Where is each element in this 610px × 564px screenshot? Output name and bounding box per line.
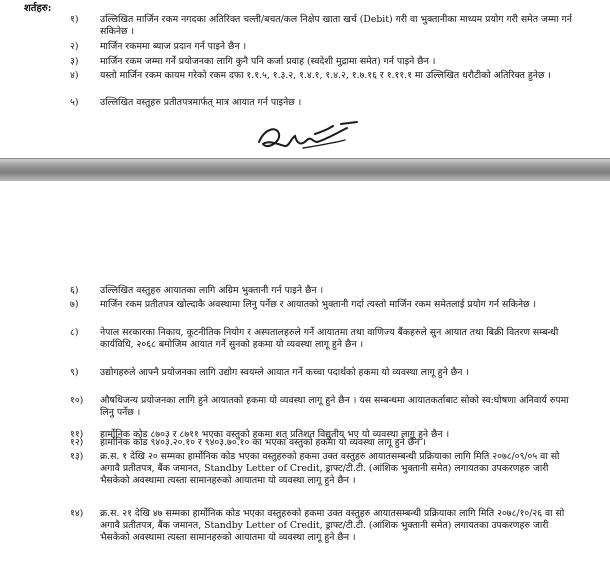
condition-text: उल्लिखित मार्जिन रकम नगदका अतिरिक्त चल्ती/बचत/कल निक्षेप खाता खर्च (Debit) गरी वा भुक्तानीका माध्यम प्रयोग गरी समेत जम्मा गर्न सकिनेछ । xyxy=(100,14,572,37)
condition-number: १) xyxy=(70,14,79,25)
condition-item-12 xyxy=(0,437,610,451)
condition-text: उल्लिखित वस्तुहरु प्रतीतपत्रमार्फत् मात्र आयात गर्न पाइनेछ । xyxy=(100,97,302,108)
condition-text: क्र.स. १ देखि २० सम्मका हार्मोनिक कोड भएका वस्तुहरुको हकमा उक्त वस्तुहरु आयातसम्बन्धी प्रक्रियाका लागि मिति २०७८/०९/०५ वा सो अगावै प्रतीतपत्र, बैंक जमानत, Standby Letter of Credit, ड्राफ्ट/टी.टी. (आंशिक भुक्तानी समेत) लगायतका उपकरणहरु जारी भैसकेको अवस्थामा त्यस्ता सामानहरुको आयातमा यो व्यवस्था लागू हुने छैन । xyxy=(100,451,560,486)
condition-text: उल्लिखित वस्तुहरु आयातका लागि अग्रिम भुक्तानी गर्न पाइने छैन । xyxy=(100,285,324,296)
condition-text: उद्योगहरुले आफ्नै प्रयोजनका लागि उद्योग स्वयम्ले आयात गर्ने कच्चा पदार्थको हकमा यो व्यवस्था लागू हुने छैन । xyxy=(100,367,469,378)
condition-item-9 xyxy=(0,367,610,393)
signature-image xyxy=(255,120,365,156)
condition-number: २) xyxy=(70,41,79,52)
condition-item-1 xyxy=(0,14,610,40)
condition-number: ५) xyxy=(70,97,79,108)
condition-item-4 xyxy=(0,70,610,96)
condition-text: मार्जिन रकम जम्मा गर्ने प्रयोजनका लागि कुनै पनि कर्जा प्रवाह (स्वदेशी मुद्रामा समेत) गर्न पाइने छैन । xyxy=(100,56,436,67)
condition-text: मार्जिन रकम प्रतीतपत्र खोल्दाकै अवस्थामा लिनु पर्नेछ र आयातको भुक्तानी गर्दा त्यस्तो मार्जिन रकम समेतलाई प्रयोग गर्न सकिनेछ । xyxy=(100,299,537,310)
condition-item-6 xyxy=(0,285,610,299)
condition-number: ७) xyxy=(70,299,79,310)
condition-number: १२) xyxy=(70,437,84,448)
condition-number: ८) xyxy=(70,327,79,338)
condition-item-13 xyxy=(0,451,610,501)
condition-text: नेपाल सरकारका निकाय, कूटनीतिक नियोग र अस्पतालहरुले गर्ने आयातमा तथा वाणिज्य बैंकहरुले सुन आयात तथा बिक्री वितरण सम्बन्धी कार्यविधि, २०६८ बमोजिम आयात गर्ने सुनको हकमा यो व्यवस्था लागू हुने छैन । xyxy=(100,327,559,350)
condition-number: १३) xyxy=(70,451,84,462)
condition-number: १४) xyxy=(70,508,84,519)
condition-number: ६) xyxy=(70,285,79,296)
condition-text: मार्जिन रकममा ब्याज प्रदान गर्न पाइने छैन । xyxy=(100,41,247,52)
condition-number: १०) xyxy=(70,395,84,406)
condition-item-3 xyxy=(0,56,610,70)
condition-text: हार्मोनिक कोड ८७०३ र ८७११ भएका वस्तुको हकमा शत् प्रतिशत विद्युतीय भए यो व्यवस्था लागू हुने छैन । xyxy=(100,429,450,440)
condition-text: औषधिजन्य प्रयोजनका लागि हुने आयातको हकमा यो व्यवस्था लागू हुने छैन । यस सम्बन्धमा आयातकर्ताबाट सोको स्व:घोषणा अनिवार्य रुपमा लिनु पर्नेछ । xyxy=(100,395,569,418)
conditions-heading: शर्तहरु: xyxy=(24,3,52,14)
condition-item-10 xyxy=(0,395,610,421)
condition-item-14 xyxy=(0,508,610,558)
condition-item-8 xyxy=(0,327,610,365)
condition-text: यस्तो मार्जिन रकम कायम गरेको रकम दफा १.१.५, १.३.२, १.४.१, १.४.२, १.७.१६ र १.११.१ मा उल्लिखित धरौटीको अतिरिक्त हुनेछ । xyxy=(100,70,551,81)
condition-number: ११) xyxy=(70,429,84,440)
document-page-1 xyxy=(0,0,610,158)
document-page-2 xyxy=(0,181,610,564)
condition-item-5 xyxy=(0,97,610,111)
condition-text: हार्मोनिक कोड ९४०३.२०.१० र ९४०३.७०.१० का भएका वस्तुको हकमा यो व्यवस्था लागू हुने छैन । xyxy=(100,437,426,448)
condition-item-2 xyxy=(0,41,610,55)
condition-text: क्र.स. २१ देखि ४७ सम्मका हार्मोनिक कोड भएका वस्तुहरुको हकमा उक्त वस्तुहरु आयातसम्बन्धी प्रक्रियाका लागि मिति २०७८/१०/२६ वा सो अगावै प्रतीतपत्र, बैंक जमानत, Standby Letter of Credit, ड्राफ्ट/टी.टी. (आंशिक भुक्तानी समेत) लगायतका उपकरणहरु जारी भैसकेको अवस्थामा त्यस्ता सामानहरुको आयातमा यो व्यवस्था लागू हुने छैन । xyxy=(100,508,565,543)
condition-number: ९) xyxy=(70,367,79,378)
condition-number: ४) xyxy=(70,70,79,81)
condition-number: ३) xyxy=(70,56,79,67)
page-separator xyxy=(0,158,610,182)
condition-item-7 xyxy=(0,299,610,325)
